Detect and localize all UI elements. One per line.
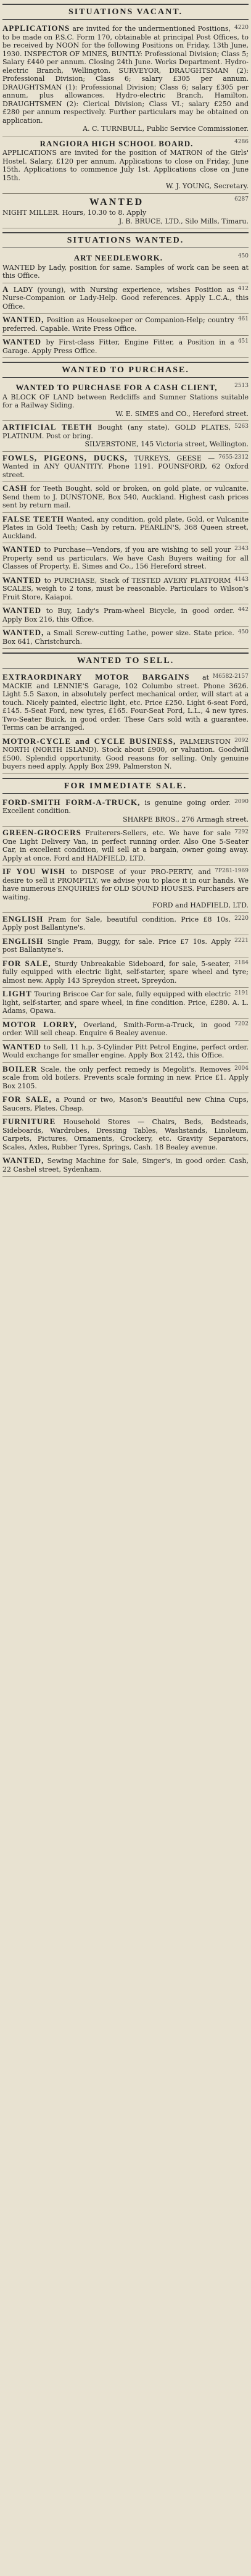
ad-lead-word: APPLICATIONS: [2, 23, 70, 33]
ad-body: [2, 990, 249, 1015]
ad-signature: W. J. YOUNG, Secretary.: [166, 182, 249, 190]
ad-text: to Buy, Lady's Pram-wheel Bicycle, in good order. Apply Box 216, this Office.: [2, 607, 234, 623]
ad-body: [2, 285, 249, 311]
section-heading: SITUATIONS WANTED.: [2, 232, 249, 248]
ad-text: is genuine going order. Excellent condition.: [2, 798, 231, 815]
ad-text: a Small Screw-cutting Lathe, power size. State price. Box 641, Christchurch.: [2, 629, 234, 646]
classified-ad: [2, 1115, 249, 1154]
ad-lead-word: LIGHT: [2, 989, 32, 998]
ad-title: WANTED TO PURCHASE FOR A CASH CLIENT,: [15, 383, 218, 392]
classified-ad: [2, 380, 249, 421]
ad-lead-word: WANTED,: [2, 315, 44, 324]
ad-text: Sturdy Unbreakable Sideboard, for sale, 5-seater, fully equipped with electric light, self-starter, spare wheel and tyre; almost new. Apply 143 Spreydon street, Spreydon.: [2, 959, 249, 985]
ad-body: [2, 576, 249, 602]
ad-reference: 2221: [234, 937, 249, 944]
classified-ad: [2, 865, 249, 913]
ad-text: Bought (any state). GOLD PLATES, PLATINUM. Post or bring.: [2, 423, 231, 440]
ad-text: to Sell, 11 h.p. 3-Cylinder Pitt Petrol Engine, perfect order. Would exchange for smaller engine. Apply Box 2142, this Office.: [2, 1043, 249, 1059]
ad-lead-word: WANTED: [2, 544, 42, 554]
ad-lead-word: ARTIFICIAL TEETH: [2, 422, 93, 431]
ad-body: [2, 24, 249, 125]
ad-reference: 2090: [234, 798, 249, 805]
ad-headline: WANTED: [89, 196, 144, 207]
ad-signature: FORD and HADFIELD, LTD.: [152, 901, 249, 909]
ad-lead-word: WANTED: [2, 606, 42, 615]
ad-text: WANTED by Lady, position for same. Samples of work can be seen at this Office.: [2, 263, 249, 280]
classified-ad: [2, 913, 249, 935]
ad-text: to PURCHASE, Stack of TESTED AVERY PLATFORM SCALES, weigh to 2 tons, must be reasonable. Particulars to Wilson's Fruit Store, Kaiapoi.: [2, 576, 249, 601]
ad-text: by First-class Fitter, Engine Fitter, a Position in a Garage. Apply Press Office.: [2, 338, 234, 355]
classified-ad: [2, 22, 249, 136]
ad-reference: 4220: [234, 25, 249, 31]
ad-reference: 4143: [234, 576, 249, 583]
ad-text: Touring Briscoe Car for sale, fully equipped with electric light, self-starter, and spare wheel, in fine condition. Price, £280. A. L. Adams, Opawa.: [2, 990, 249, 1015]
ad-lead-word: WANTED,: [2, 1156, 44, 1165]
classified-ad: [2, 1041, 249, 1063]
ad-text: to Purchase—Vendors, if you are wishing to sell your Property send us particulars. We have Cash Buyers waiting for all Classes of Property. E. Simes and Co., 156 Hereford street.: [2, 546, 249, 570]
ad-lead-word: MOTOR-CYCLE and CYCLE BUSINESS,: [2, 736, 176, 746]
ad-reference: 442: [237, 607, 249, 613]
ad-reference: 4286: [234, 138, 249, 145]
ad-lead-word: FALSE TEETH: [2, 514, 64, 523]
ad-reference: 450: [237, 253, 249, 259]
ad-reference: 7655-2312: [218, 454, 249, 461]
ad-text: Wanted, any condition, gold plate, Gold, or Vulcanite Plates in Gold Teeth; Cash by return. PEARLIN'S, 368 Queen street, Auckland.: [2, 515, 249, 540]
ad-body: [2, 737, 249, 771]
ad-body: [2, 393, 249, 410]
ad-text: for Teeth Bought, sold or broken, on gold plate, or vulcanite. Send them to J. DUNSTONE, Box 540, Auckland. Highest cash prices sent by return mail.: [2, 485, 249, 509]
ad-lead-word: CASH: [2, 483, 28, 493]
section-heading: WANTED TO PURCHASE.: [2, 362, 249, 378]
classified-ad: [2, 336, 249, 358]
classified-ad: [2, 1093, 249, 1115]
classified-ad: [2, 988, 249, 1019]
ad-lead-word: FURNITURE: [2, 1117, 56, 1126]
ad-reference: 2184: [234, 959, 249, 966]
ad-lead-word: IF YOU WISH: [2, 867, 66, 876]
ad-body: [2, 454, 249, 480]
classified-ad: [2, 574, 249, 605]
classified-ad: [2, 796, 249, 827]
ad-title: RANGIORA HIGH SCHOOL BOARD.: [39, 138, 194, 148]
classified-ad: [2, 935, 249, 957]
ad-body: [2, 484, 249, 510]
ad-reference: 412: [237, 285, 249, 292]
classified-ad: [2, 671, 249, 735]
ad-body: [2, 264, 249, 280]
classified-ad: [2, 1154, 249, 1177]
ad-reference: 7292: [234, 829, 249, 835]
ad-reference: 461: [237, 316, 249, 322]
ad-text: Household Stores — Chairs, Beds, Bedsteads, Sideboards, Wardrobes, Dressing Tables, Washstands, Linoleum, Carpets, Pictures, Ornaments, Crockery, etc. Gravity Separators, Scales, Axles, Rubber Tyres, Springs, Cash. 18 Bealey avenue.: [2, 1118, 249, 1151]
ad-text: Single Pram, Buggy, for sale. Price £7 10s. Apply post Ballantyne's.: [2, 937, 231, 954]
ad-text: Pram for Sale, beautiful condition. Price £8 10s. Apply post Ballantyne's.: [2, 915, 231, 932]
ad-body: [2, 798, 249, 815]
ad-lead-word: WANTED,: [2, 628, 44, 637]
classified-ad: [2, 735, 249, 774]
classified-ad: [2, 827, 249, 865]
ad-text: APPLICATIONS are invited for the position of MATRON of the Girls' Hostel. Salary, £120 per annum. Applications to close on Friday, June 15th. Applications to commence July 1st. Applications close on June 15th.: [2, 149, 249, 182]
ad-text: are invited for the undermentioned Positions, to be made on P.S.C. Form 170, obtainable at principal Post Offices, to be received by NOON for the following Positions on Friday, 13th June, 1930. INSPECTOR OF MINES, BUNTLY: Professional Division; Class 5; Salary £440 per annum. Closing 24th June. Works Department. Hydro-electric Branch, Wellington. SURVEYOR, DRAUGHTSMAN (2): Professional Division; Class 6; salary £305 per annum. DRAUGHTSMAN (1): Professional Division; Class 6; salary £305 per annum, plus allowances. Hydro-electric Branch, Hamilton. DRAUGHTSMEN (2): Clerical Division; Class VI.; salary £250 and £280 per annum respectively. Further particulars may be obtained on application.: [2, 25, 249, 125]
ad-body: [2, 423, 249, 440]
ad-body: [2, 828, 249, 862]
ad-body: [2, 515, 249, 541]
ad-body: [2, 937, 249, 954]
ad-body: [2, 1095, 249, 1112]
ad-body: [2, 915, 249, 932]
ad-text: NIGHT MILLER. Hours, 10.30 to 8. Apply: [2, 209, 147, 217]
ad-text: a Pound or two, Mason's Beautiful new China Cups, Saucers, Plates. Cheap.: [2, 1096, 249, 1112]
ad-signature: SILVERSTONE, 145 Victoria street, Wellington.: [84, 440, 249, 448]
ad-lead-word: WANTED: [2, 337, 42, 346]
classified-ad: [2, 314, 249, 336]
ad-body: [2, 315, 249, 333]
classified-ad: [2, 543, 249, 574]
classified-ad: [2, 627, 249, 649]
ad-lead-word: FOR SALE,: [2, 958, 51, 968]
ad-reference: 7P281-1969: [215, 868, 249, 874]
ad-body: [2, 149, 249, 182]
classified-ad: [2, 194, 249, 229]
ad-text: Sewing Machine for Sale, Singer's, in good order. Cash, 22 Cashel street, Sydenham.: [2, 1157, 249, 1173]
classified-ad: [2, 1019, 249, 1041]
ad-text: at MACKIE and LENNIE'S Garage, 102 Columbo street. Phone 3626. Light 5.5 Saxon, in absolutely perfect mechanical order, will start at a touch. Nicely painted, electric light, etc. Price £250. Light 6-seat Ford, £145. 5-Seat Ford, new tyres, £165. Four-Seat Ford, L.L., 4 new tyres. Two-Seater Buick, in good order. These Cars sold with a guarantee. Terms can be arranged.: [2, 673, 249, 732]
ad-signature: W. E. SIMES and CO., Hereford street.: [115, 409, 249, 418]
ad-lead-word: WANTED: [2, 575, 42, 585]
ad-lead-word: FORD-SMITH FORM-A-TRUCK,: [2, 797, 141, 807]
classified-ad: [2, 283, 249, 314]
ad-body: [2, 1043, 249, 1060]
ad-signature: A. C. TURNBULL, Public Service Commissioner.: [83, 125, 249, 133]
ad-text: Scale, the only perfect remedy is Megolit's. Removes scale from old boilers. Prevents scale forming in new. Price £1. Apply Box 2105.: [2, 1065, 249, 1090]
classified-ad: [2, 513, 249, 544]
ad-signature: SHARPE BROS., 276 Armagh street.: [123, 815, 249, 823]
ad-body: [2, 1065, 249, 1091]
ad-text: Position as Housekeeper or Companion-Help; country preferred. Capable. Write Press Office.: [2, 316, 234, 333]
ad-reference: 6287: [234, 196, 249, 202]
ad-reference: M6582-2157: [212, 673, 249, 680]
ad-reference: 2004: [234, 1065, 249, 1072]
ad-lead-word: BOILER: [2, 1064, 38, 1073]
ad-lead-word: WANTED: [2, 1041, 42, 1051]
ad-reference: 2343: [234, 546, 249, 552]
ad-text: A BLOCK OF LAND between Redcliffs and Sumner Stations suitable for a Railway Siding.: [2, 393, 249, 409]
ad-title: ART NEEDLEWORK.: [73, 253, 163, 262]
ad-body: [2, 209, 249, 217]
ad-body: [2, 673, 249, 732]
ad-text: LADY (young), with Nursing experience, wishes Position as Nurse-Companion or Lady-Help. Good references. Apply L.C.A., this Office.: [2, 285, 249, 311]
ad-body: [2, 1117, 249, 1151]
section-heading: SITUATIONS VACANT.: [2, 4, 249, 20]
classified-ad: [2, 421, 249, 452]
section-heading: FOR IMMEDIATE SALE.: [2, 778, 249, 794]
classified-ad: [2, 251, 249, 283]
ad-lead-word: FOWLS, PIGEONS, DUCKS,: [2, 452, 128, 462]
ad-body: [2, 1020, 249, 1038]
classified-ad: [2, 136, 249, 194]
ad-text: TURKEYS, GEESE — Wanted in ANY QUANTITY. Phone 1191. POUNSFORD, 62 Oxford street.: [2, 454, 249, 479]
ad-text: Fruiterers-Sellers, etc. We have for sale One Light Delivery Van, in perfect running order. Also One 5-Seater Car, in excellent condition, will sell at a bargain, owner going away. Apply at once, Ford and HADFIELD, LTD.: [2, 829, 249, 862]
ad-body: [2, 338, 249, 355]
ad-lead-word: MOTOR LORRY,: [2, 1019, 77, 1029]
ad-lead-word: ENGLISH: [2, 914, 44, 923]
ad-text: to DISPOSE of your PRO-PERTY, and desire to sell it PROMPTLY, we advise you to place it in our hands. We have numerous ENQUIRIES for OLD SOUND HOUSES. Purchasers are waiting.: [2, 868, 249, 901]
ad-reference: 2513: [234, 383, 249, 389]
ad-lead-word: ENGLISH: [2, 936, 44, 946]
ad-text: Overland, Smith-Form-a-Truck, in good order. Will sell cheap. Enquire 6 Bealey avenue.: [2, 1020, 231, 1037]
section-heading: WANTED TO SELL.: [2, 652, 249, 669]
ad-reference: 451: [237, 338, 249, 344]
ad-body: [2, 628, 249, 646]
ad-reference: 2191: [234, 990, 249, 996]
ad-reference: 450: [237, 629, 249, 635]
ad-reference: 7202: [234, 1020, 249, 1027]
ad-body: [2, 1156, 249, 1173]
ad-reference: 5263: [234, 423, 249, 430]
ad-lead-word: GREEN-GROCERS: [2, 828, 81, 837]
ad-lead-word: FOR SALE,: [2, 1094, 52, 1104]
classified-ad: [2, 452, 249, 483]
ad-reference: 2220: [234, 915, 249, 922]
ad-signature: J. B. BRUCE, LTD., Silo Mills, Timaru.: [118, 217, 249, 225]
ad-lead-word: EXTRAORDINARY MOTOR BARGAINS: [2, 672, 190, 682]
ad-reference: 2092: [234, 737, 249, 744]
classified-ad: [2, 957, 249, 988]
classified-ad: [2, 1063, 249, 1094]
classified-ad: [2, 604, 249, 627]
ad-text: PALMERSTON NORTH (NORTH ISLAND). Stock about £900, or valuation. Goodwill £500. Splendid opportunity. Good reasons for selling. Only genuine buyers need apply. Apply Box 299, Palmerston N.: [2, 737, 249, 770]
classified-ad: [2, 482, 249, 513]
ad-body: [2, 606, 249, 623]
ad-body: [2, 959, 249, 985]
ad-lead-word: A: [2, 284, 9, 294]
ad-body: [2, 545, 249, 571]
